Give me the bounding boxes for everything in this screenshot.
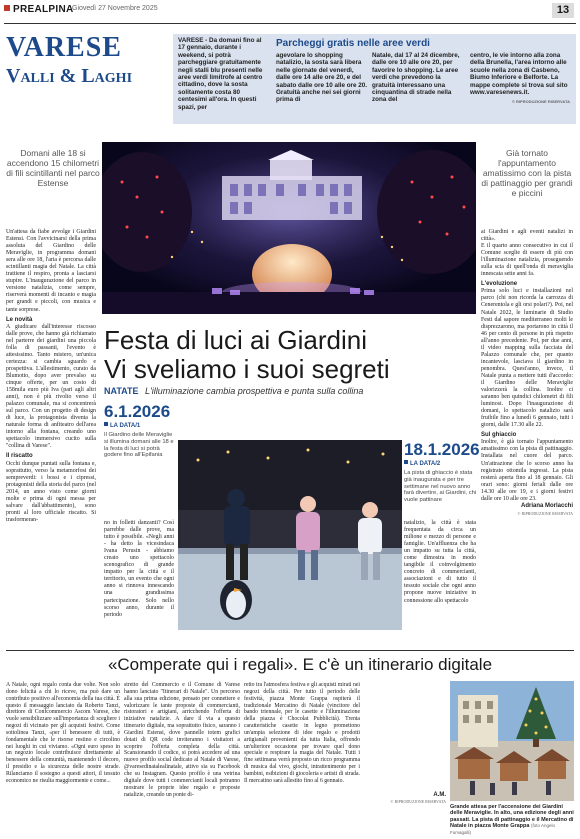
market-photo-caption — [450, 804, 574, 836]
headline-line-1: Festa di luci ai Giardini — [104, 325, 367, 355]
bottom-column-4 — [364, 682, 446, 806]
bottom-column-2: stretto del Commercio e il Comune di Varese hanno lanciato "Itinerari di Natale". Un percorso alla sua prima edizione, pensato per connettere e valorizzare le tante proposte di commercianti, ristoratori e artigiani, arricchendo l'offerta di iniziative natalizie. A dare il via a questo itinerario digitale, ma soprattutto fisico, saranno i Giardini Estensi, dove pannelle totem grafici dotati di QR code inviteranno i visitatori a scoprire l'offerta completa della città. Scansionando il codice, si potrà accedere ad una nuovo profilo social dedicato al Natale di Varese, @varesedinatalealinatale, attivo sia su Facebook che su Instagram. Questo profilo è una vetrina digitale dove tutti i commercianti locali potranno mostrare le proprie idee regalo e proposte natalizie, creando un ponte di- — [124, 682, 240, 798]
date-1-caption: Il Giardino delle Meraviglie si illumina domani alle 18 e la festa di luci si potrà godere fino all'Epifania — [104, 432, 174, 459]
article-deck-text: L'illuminazione cambia prospettiva e punta sulla collina — [145, 386, 364, 396]
article-author: Adriana Morlacchi — [520, 502, 573, 509]
brand-name: PREALPINA — [13, 4, 74, 15]
mid-column-1: no in folletti danzanti? Così parrebbe dalle prove, ma tutto è possibile. «Negli anni - ha detto la vicesindaca Ivana Perusin - abbiamo creato uno spettacolo scenografico di grande impatto per la città e il territorio, un evento che ogni anno si rinnova innescando una grandissima partecipazione. Solo nello scorso anno, durante il periodo — [104, 520, 174, 618]
hero-photo-illustration — [102, 142, 476, 314]
pullquote-left: Domani alle 18 si accendono 15 chilometri di fili scintillanti nel parco Estense — [6, 148, 100, 188]
left-paragraph-3: Occhi dunque puntati sulla fontana e, soprattutto, verso la metamorfosi dei sempreverdi: i bossi e i cipressi, protagonisti della storia del parco (nel 2014, un anno visto come giorni molte e prima di ogni messa per salvare dall'abbattimento), sono pronti al loro ufficiale riscatto. Si trasformeran- — [6, 460, 96, 523]
subhead-riscatto: Il riscatto — [6, 453, 33, 460]
date-1-label: LA DATA/1 — [104, 422, 176, 429]
article-credit: © RIPRODUZIONE RISERVATA — [517, 510, 573, 516]
band-column-4 — [470, 52, 570, 106]
date-box-1 — [104, 402, 176, 459]
article-right-column — [481, 229, 573, 517]
subhead-evoluzione: L'evoluzione — [481, 281, 518, 288]
christmas-market-photo — [450, 681, 574, 801]
date-2-value: 18.1.2026 — [404, 440, 480, 459]
article-headline — [104, 326, 476, 384]
band-column-3: Natale, dal 17 al 24 dicembre, dalle ore 10 alle ore 20, per favorire lo shopping. Le aree verdi che prevedono la gratuità interessano una cinquantina di strade nella zona del — [372, 52, 460, 104]
subhead-ghiaccio: Sul ghiaccio — [481, 432, 517, 439]
band-credit: © RIPRODUZIONE RISERVATA — [512, 99, 570, 105]
bottom-headline: «Comperate qui i regali». E c'è un itinerario digitale — [107, 655, 493, 674]
bottom-column-1: A Natale, ogni regalo conta due volte. Non solo dono felicità a chi lo riceve, ma può dare un contributo positivo all'economia della tua città. È questo il messaggio lanciato da Roberto Tanzi, direttore di Confcommercio Ascom Varese, che vuole sensibilizzare sull'importanza di scegliere i negozi di vicinato per gli acquisti festivi. Come sottolinea Tanzi, «per il benessere di tutti, è fondamentale che le risorse restino e circolino nei luoghi in cui viviamo. «Ogni euro speso in un negozio locale contribuisce direttamente al benessere della comunità, mantenendo il decoro, il presidio e la sicurezza delle nostre strade. Rilanciamo il sostegno a questi attori, il tessuto economico ne risulta maggiormente e come... — [6, 682, 120, 784]
ice-skating-illustration — [178, 440, 402, 630]
right-paragraph-4: Inoltre, è già tornato l'appuntamento amatissimo con la pista di pattinaggio. Installata nel cuore del parco. Un'attrazione che lo scorso anno ha registrato ottomila ingressi. La pista resterà aperta fino al 18 gennaio. Gli orari sono: giorni feriali dalle ore 14.30 alle ore 19, e i giorni festivi dalle ore 10 alle ore 23. — [481, 439, 573, 502]
band-lead-text: VARESE - Da domani fino al 17 gennaio, durante i weekend, si potrà parcheggiare gratuitamente negli stalli blu presenti nelle aree verdi limitrofe al centro cittadino, dove la sosta solitamente costa 80 centesimi all'ora. In questi spazi, per — [178, 37, 263, 111]
right-paragraph-1: ai Giardini e agli eventi natalizi in città». — [481, 229, 573, 243]
band-column-4-text: centro, le vie intorno alla zona della Brunella, l'area intorno alle scuole nella zona di Casbeno, Biumo Inferiore e Belforte. La mappe complete si trova sul sito www.varesenews.it. — [470, 52, 568, 97]
brand-logo-icon — [4, 5, 10, 11]
right-paragraph-3: Prima solo luci e installazioni nel parco (chi non ricorda la carrozza di Cenerentola e gli orsi polari?). Poi, nel Natale 2022, le luminarie di Studio Festi dal sapore mediterraneo molti le disprezzarono, ma portarono in città il 46 per cento di persone in più rispetto all'anno precedente. Poi, per due anni, il video mapping sulla facciata del Palazzo comunale che, per quanto incantevole, lasciava il giardino in penombra. Quest'anno, invece, il Natale punta a mettere tutti d'accordo: il Giardino delle Meraviglie valorizzerà la collina. Inoltre ci saranno ben quindici chilometri di fili luminosi. Dopo l'inaugurazione di domani, lo spettacolo natalizio sarà fruibile fino a lunedì 6 gennaio, tutti i giorni, dalle 17.30 alle 22. — [481, 288, 573, 429]
date-2-label: LA DATA/2 — [404, 460, 478, 467]
band-column-2: agevolare lo shopping natalizio, la sosta sarà libera nelle giornate del venerdì, dalle ore 14 alle ore 20, e del sabato dalle ore 10 alle ore 20. Gratuità anche nei sei giorni prima di — [276, 52, 368, 104]
bottom-credit: © RIPRODUZIONE RISERVATA — [390, 798, 446, 804]
section-divider — [6, 650, 574, 651]
section-title-line1: VARESE — [6, 32, 122, 63]
market-photo-credit: (foto Angelo Fumagalli) — [450, 823, 556, 835]
section-title — [6, 34, 166, 88]
right-paragraph-2: E il quarto anno consecutivo in cui il Comune sceglie di essere di più con l'illuminazione natalizia, proseguendo sulla scia di quell'onda di meraviglia innescata sette anni fa. — [481, 243, 573, 278]
bottom-column-3: retto tra l'atmosfera festiva e gli acquisti mirati nei negozi della città. Per tutto il periodo delle festività, piazza Monte Grappa ospiterà il tradizionale Mercatino di Natale (vincitore del bando triennale, per le casette e l'illuminazione della piazza è Chocolat Pubblicità). Trenta caratteristiche casette in legno promettono un'ampia selezione di idee regalo e prodotti artigianali provenienti da tutta Italia, offrendo un'ulteriore occasione per trovare quel dono speciale e respirare la magia del Natale. Tutti i fine settimana verrà proposto un ricco programma di musica dal vivo, giochi, intrattenimento per i bambini, esibizioni di giocoleria e artisti di strada. Il mercatino sarà allestito fino al 6 gennaio. — [244, 682, 360, 784]
newspaper-brand — [4, 4, 73, 15]
issue-date: Giovedì 27 Novembre 2025 — [72, 5, 158, 12]
article-left-column — [6, 229, 96, 524]
left-paragraph-2: A giudicare dall'interesse riscosso dalle prove, che hanno già richiamato nel parterre dei giardini una piccola folla di passanti, l'evento è attesissimo. Tanto mistero, un'unica certezza: si cambia sguardo e prospettiva. L'allestimento, curato da Blumotto, dopo aver prevalso su cinque offerte, per un costo di 158mila euro più Iva (pari agli altri anni), non è più rivolto verso il palazzo comunale, ma si concentrerà sul parco. Con un progetto di design di luce, la protagonista diventa la naturale forma di anfiteatro dell'area intorno alla fontana, creando uno spettacolo immersivo cucito sulla "collina di Varese". — [6, 323, 96, 450]
page-number: 13 — [552, 3, 574, 18]
article-deck — [104, 386, 476, 396]
christmas-market-illustration — [450, 681, 574, 801]
hero-photo-illuminated-gardens — [102, 142, 476, 314]
date-2-caption: La pista di ghiaccio è stata già inaugurata e per tre settimane nel nuovo anno farà divertire, ai Giardini, chi vuole pattinare — [404, 470, 477, 504]
subhead-novita: Le novità — [6, 316, 33, 323]
ice-skating-photo — [178, 440, 402, 630]
left-paragraph-1: Un'attesa da fiabe avvolge i Giardini Estensi. Con l'avvicinarsi della prima assoluta del Giardino delle Meraviglie, in programma domani sera alle ore 18, l'aria è percorsa dalle scintillanti magia del Natale. La città trattiene il respiro, pronta a lasciarsi stupire. L'inaugurazione del parco in versione natalizia, come sempre, riserverà momenti di incanto e magia per grandi e piccoli, con musica e tante sorprese. — [6, 229, 96, 313]
date-1-value: 6.1.2026 — [104, 402, 171, 421]
band-headline: Parcheggi gratis nelle aree verdi — [276, 38, 430, 49]
article-kicker: NATATE — [104, 386, 139, 396]
date-box-2 — [404, 440, 478, 504]
bottom-signature: A.M. — [433, 792, 446, 798]
market-caption-text: Grande attesa per l'accensione dei Giardini delle Meraviglie. In alto, una edizione degli anni passati. La pista di pattinaggio e il Mercatino di Natale in piazza Monte Grappa — [450, 804, 574, 830]
mid-column-2: natalizio, la città è stata frequentata da circa un milione e mezzo di persone e famiglie. Un'affluenza che ha un impatto su tutta la città, come dimostra in modo tangibile il coinvolgimento concreto di commercianti, associazioni e di tutto il tessuto sociale che ogni anno propone nuove iniziative in connessione allo spettacolo — [404, 520, 476, 604]
pullquote-right: Già tornato l'appuntamento amatissimo con la pista di pattinaggio per grandi e piccini — [481, 148, 573, 198]
section-title-line2: Valli & Laghi — [6, 65, 133, 87]
headline-line-2: Vi sveliamo i suoi segreti — [104, 354, 390, 384]
